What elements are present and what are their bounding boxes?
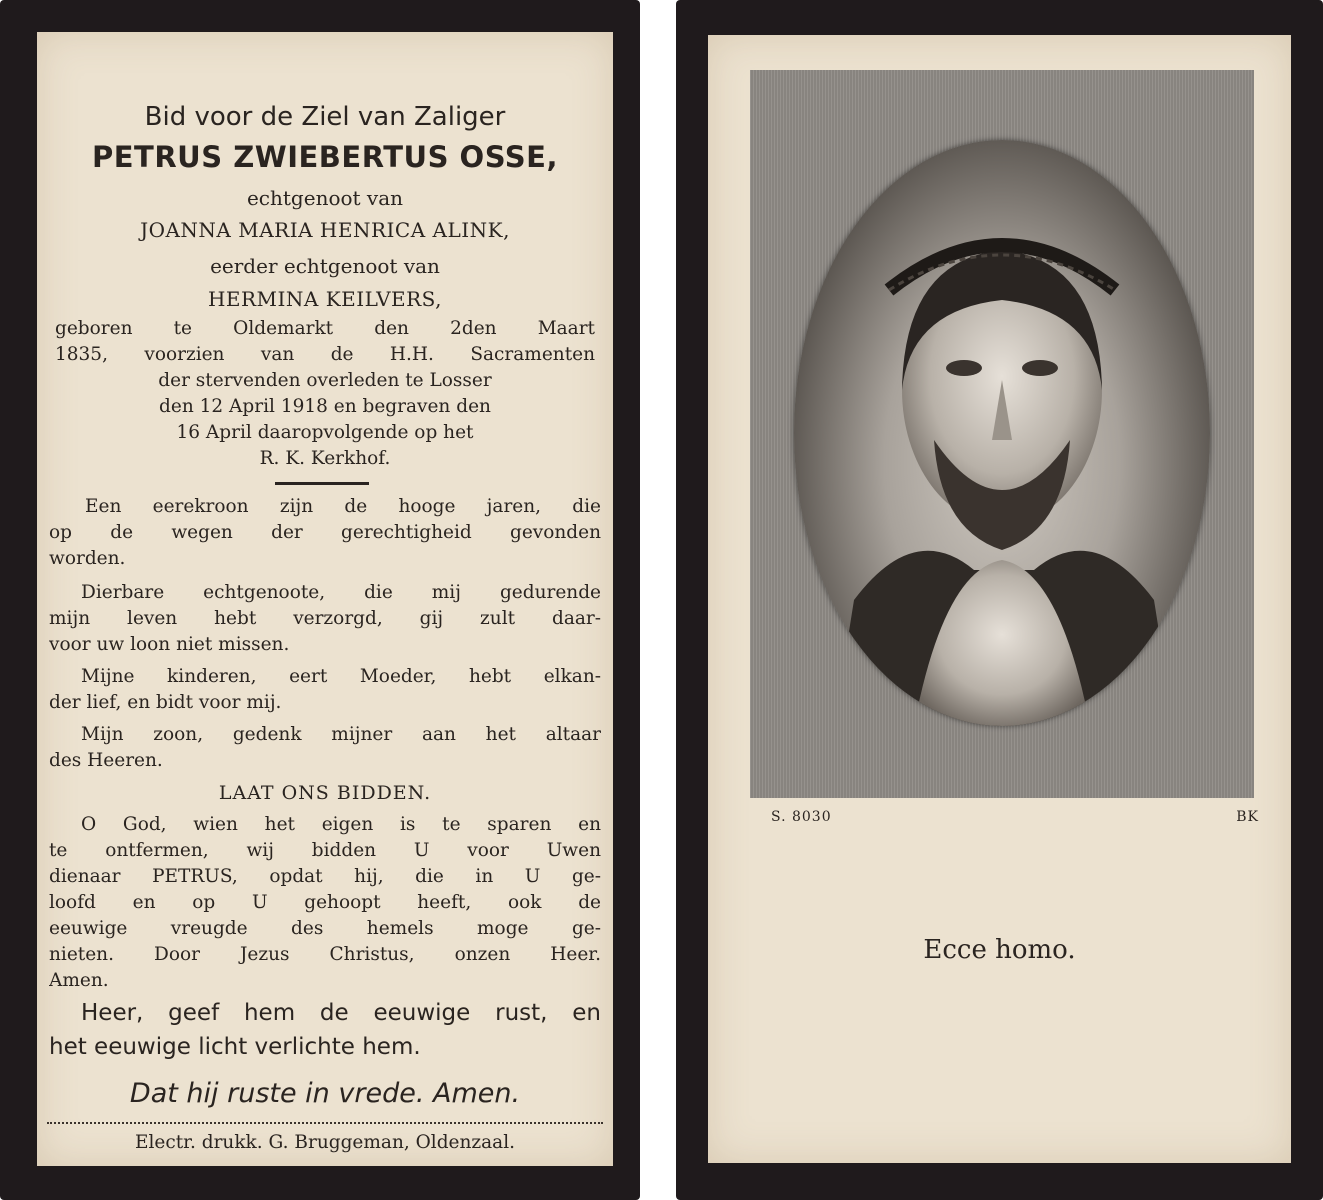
closing-line: Dat hij ruste in vrede. Amen. xyxy=(129,1078,521,1109)
deceased-name: PETRUS ZWIEBERTUS OSSE, xyxy=(91,140,559,174)
prayer-text-panel xyxy=(37,32,613,1166)
verse-line: mijn leven hebt verzorgd, gij zult daar- xyxy=(49,608,601,629)
portrait-drawing xyxy=(794,140,1210,726)
prayer-line: te ontfermen, wij bidden U voor Uwen xyxy=(49,840,601,861)
verse-line: des Heeren. xyxy=(49,750,163,771)
prayer-line: eeuwige vreugde des hemels moge ge- xyxy=(49,918,601,939)
plate-number: S. 8030 xyxy=(771,809,832,825)
divider xyxy=(275,482,369,485)
bio-line: 1835, voorzien van de H.H. Sacramenten xyxy=(55,344,595,365)
verse-line: voor uw loon niet missen. xyxy=(49,634,290,655)
image-title: Ecce homo. xyxy=(923,935,1076,965)
bio-line: R. K. Kerkhof. xyxy=(259,448,391,469)
spouse-intro: echtgenoot van xyxy=(246,186,404,210)
publisher-mark: BK xyxy=(1236,809,1259,825)
bio-line: den 12 April 1918 en begraven den xyxy=(159,396,491,417)
divider xyxy=(47,1122,603,1124)
rest-line: Heer, geef hem de eeuwige rust, en xyxy=(81,1000,601,1026)
rest-line: het eeuwige licht verlichte hem. xyxy=(49,1034,421,1060)
heading: Bid voor de Ziel van Zaliger xyxy=(144,102,506,132)
verse-line: Een eerekroon zijn de hooge jaren, die xyxy=(85,496,601,517)
verse-line: Mijn zoon, gedenk mijner aan het altaar xyxy=(81,724,601,745)
prayer-heading: LAAT ONS BIDDEN. xyxy=(218,782,432,804)
verse-line: worden. xyxy=(49,548,126,569)
prayer-line: dienaar PETRUS, opdat hij, die in U ge- xyxy=(49,866,601,887)
spouse-name: JOANNA MARIA HENRICA ALINK, xyxy=(140,218,510,242)
image-panel xyxy=(708,35,1291,1163)
left-card xyxy=(0,0,640,1200)
verse-line: Mijne kinderen, eert Moeder, hebt elkan- xyxy=(81,666,601,687)
prayer-line: O God, wien het eigen is te sparen en xyxy=(81,814,601,835)
engraving-frame xyxy=(750,70,1254,798)
bio-line: geboren te Oldemarkt den 2den Maart xyxy=(55,318,595,339)
printer-credit: Electr. drukk. G. Bruggeman, Oldenzaal. xyxy=(134,1132,516,1153)
prayer-line: nieten. Door Jezus Christus, onzen Heer. xyxy=(49,944,601,965)
verse-line: op de wegen der gerechtigheid gevonden xyxy=(49,522,601,543)
former-spouse-intro: eerder echtgenoot van xyxy=(210,254,440,278)
portrait-image xyxy=(794,140,1210,726)
prayer-line: Amen. xyxy=(49,970,109,991)
verse-line: der lief, en bidt voor mij. xyxy=(49,692,282,713)
former-spouse-name: HERMINA KEILVERS, xyxy=(207,287,443,311)
verse-line: Dierbare echtgenoote, die mij gedurende xyxy=(81,582,601,603)
prayer-line: loofd en op U gehoopt heeft, ook de xyxy=(49,892,601,913)
right-card xyxy=(676,0,1323,1200)
bio-line: 16 April daaropvolgende op het xyxy=(176,422,474,443)
bio-line: der stervenden overleden te Losser xyxy=(158,370,492,391)
